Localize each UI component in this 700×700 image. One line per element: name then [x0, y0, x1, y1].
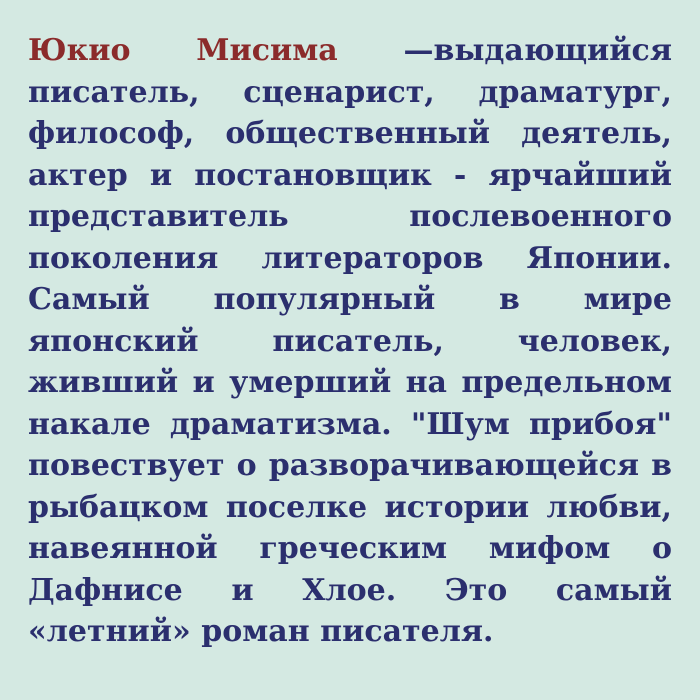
blurb-paragraph — [28, 30, 672, 653]
author-name: Юкио Мисима — [28, 33, 338, 68]
blurb-body-text: —выдающийся писатель, сценарист, драматург, философ, общественный деятель, актер и постановщик - ярчайший представитель послевоенного поколения литераторов Японии. Самый популярный в мире японский писатель, человек, живший и умерший на предельном накале драматизма. "Шум прибоя" повествует о разворачивающейся в рыбацком поселке истории любви, навеянной греческим мифом о Дафнисе и Хлое. Это самый «летний» роман писателя. — [28, 33, 672, 649]
